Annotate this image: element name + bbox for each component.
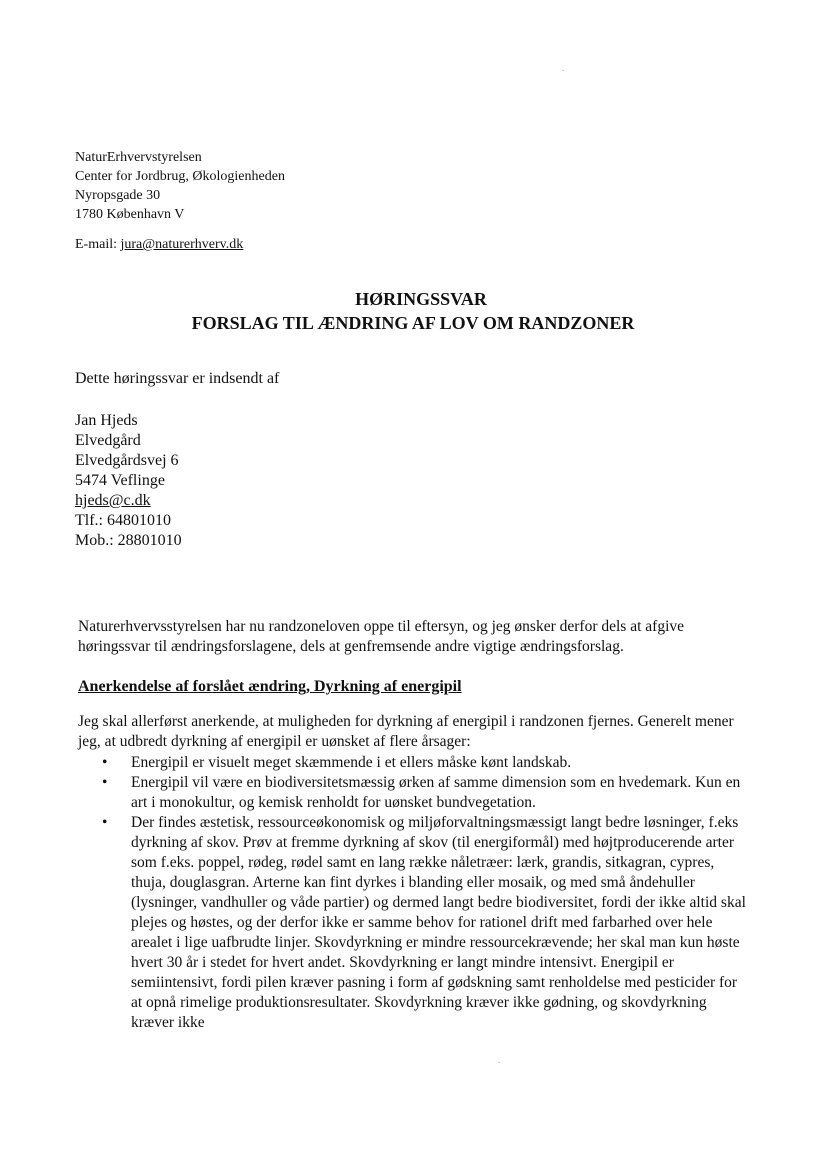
recipient-email-line (75, 235, 243, 254)
email-label: E-mail: (75, 237, 121, 252)
sender-contact (75, 411, 182, 551)
sender-name: Jan Hjeds (75, 412, 138, 429)
recipient-email-link[interactable]: jura@naturerhverv.dk (120, 237, 244, 252)
list-item-text: Der findes æstetisk, ressourceøkonomisk og miljøforvaltningsmæssigt langt bedre løsninger, f.eks dyrkning af skov. Prøv at fremme dyrkning af skov (til energiformål) med højtproducerende arter som f.eks. poppel, rødeg, rødel samt en lang række nåletræer: lærk, grandis, sitkagran, cypres, thuja, douglasgran. Arterne kan fint dyrkes i blanding eller mosaik, og med små åndehuller (lysninger, vandhuller og våde partier) og dermed langt bedre biodiversitet, fordi der ikke altid skal plejes og høstes, og der derfor ikke er samme behov for rationel drift med farbarhed over hele arealet i lige uafbrudte linjer. Skovdyrkning er mindre ressourcekrævende; her skal man kun høste hvert 30 år i stedet for hvert andet. Skovdyrkning er langt mindre intensivt. Energipil er semiintensivt, fordi pilen kræver pasning i form af gødskning samt renholdelse med pesticider for at opnå rimelige produktionsresultater. Skovdyrkning kræver ikke gødning, og skovdyrkning kræver ikke (131, 814, 746, 1031)
scan-speck (562, 70, 564, 71)
bullet-icon: • (102, 774, 108, 791)
bullet-icon: • (102, 814, 108, 831)
recipient-line: 1780 København V (75, 207, 185, 222)
recipient-line: Center for Jordbrug, Økologienheden (75, 169, 285, 184)
list-item-text: Energipil er visuelt meget skæmmende i et ellers måske kønt landskab. (131, 754, 572, 771)
sender-farm: Elvedgård (75, 432, 141, 449)
document-title: HØRINGSSVAR (355, 289, 487, 309)
list-item (78, 813, 748, 1033)
sender-email-link[interactable]: hjeds@c.dk (75, 492, 151, 509)
sender-street: Elvedgårdsvej 6 (75, 452, 179, 469)
sender-mobile: Mob.: 28801010 (75, 532, 182, 549)
recipient-line: NaturErhvervstyrelsen (75, 150, 202, 165)
scan-speck (498, 1062, 500, 1063)
bullet-icon: • (102, 754, 108, 771)
document-subtitle: FORSLAG TIL ÆNDRING AF LOV OM RANDZONER (191, 313, 635, 333)
recipient-address (75, 148, 285, 224)
list-item (78, 773, 748, 813)
sender-city: 5474 Veflinge (75, 472, 165, 489)
sender-intro: Dette høringssvar er indsendt af (75, 370, 280, 387)
list-item (78, 753, 748, 773)
section-paragraph: Jeg skal allerførst anerkende, at muligheden for dyrkning af energipil i randzonen fjernes. Generelt mener jeg, at udbredt dyrkning af energipil er uønsket af flere årsager: (78, 713, 734, 750)
sender-phone: Tlf.: 64801010 (75, 512, 171, 529)
section-heading: Anerkendelse af forslået ændring, Dyrkning af energipil (78, 678, 462, 695)
recipient-line: Nyropsgade 30 (75, 188, 161, 203)
intro-paragraph: Naturerhvervsstyrelsen har nu randzoneloven oppe til eftersyn, og jeg ønsker derfor dels at afgive høringssvar til ændringsforslagene, dels at genfremsende andre vigtige ændringsforslag. (78, 618, 685, 655)
bullet-list (78, 753, 748, 1033)
list-item-text: Energipil vil være en biodiversitetsmæssig ørken af samme dimension som en hvedemark. Kun en art i monokultur, og kemisk renholdt for uønsket bundvegetation. (131, 774, 741, 811)
